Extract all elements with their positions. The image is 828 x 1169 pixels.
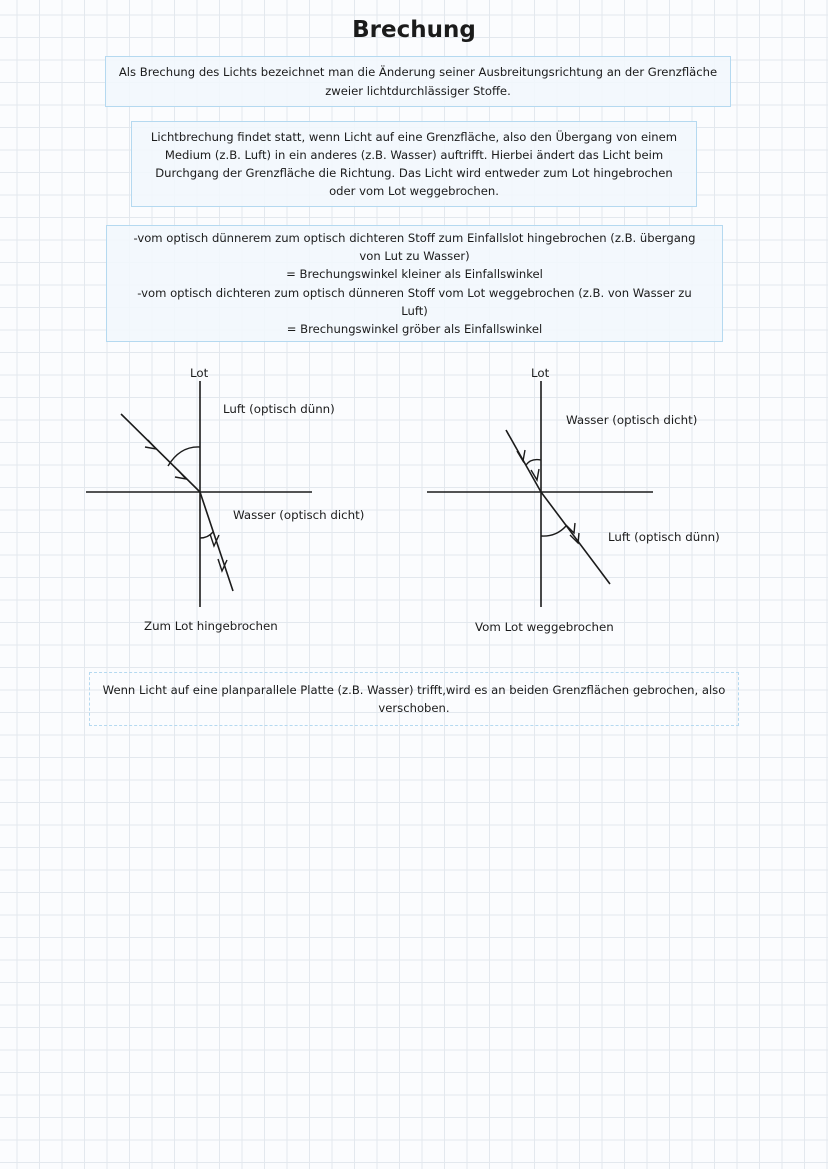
explanation-line-3: Durchgang der Grenzfläche die Richtung. Das Licht wird entweder zum Lot hingebrochen: [155, 166, 673, 180]
explanation-box: [131, 121, 697, 207]
explanation-line-1: Lichtbrechung findet statt, wenn Licht auf eine Grenzfläche, also den Übergang von einem: [150, 129, 678, 144]
caption-left: Zum Lot hingebrochen: [144, 619, 278, 633]
refraction-diagram-away-from-normal: [414, 360, 828, 620]
lot-label-right: Lot: [531, 366, 550, 380]
note-line-1: Wenn Licht auf eine planparallele Platte (z.B. Wasser) trifft,wird es an beiden Grenzflächen gebrochen, also: [102, 682, 726, 697]
lot-label-left: Lot: [190, 366, 209, 380]
arrowhead-icon: [145, 440, 156, 449]
rules-line-6: = Brechungswinkel gröber als Einfallswinkel: [286, 321, 543, 336]
incident-ray: [121, 414, 200, 492]
caption-right: Vom Lot weggebrochen: [475, 620, 614, 634]
lower-medium-label-left: Wasser (optisch dicht): [233, 508, 365, 522]
rules-line-1: -vom optisch dünnerem zum optisch dichteren Stoff zum Einfallslot hingebrochen (z.B. übergang: [133, 230, 696, 245]
refracted-ray: [541, 492, 610, 584]
arrowhead-icon: [175, 470, 186, 479]
refraction-angle-arc: [541, 526, 566, 536]
rules-line-5: Luft): [401, 303, 428, 318]
upper-medium-label-left: Luft (optisch dünn): [223, 402, 335, 416]
refraction-diagram-toward-normal: [0, 360, 414, 620]
note-line-2: verschoben.: [378, 701, 450, 715]
rules-box: [106, 225, 723, 342]
incidence-angle-arc: [526, 460, 541, 465]
page-title: Brechung: [352, 17, 476, 43]
rules-line-2: von Lut zu Wasser): [359, 249, 470, 264]
definition-box: [105, 56, 731, 107]
explanation-line-2: Medium (z.B. Luft) in ein anderes (z.B. Wasser) auftrifft. Hierbei ändert das Licht beim: [164, 147, 664, 162]
rules-line-4: -vom optisch dichteren zum optisch dünneren Stoff vom Lot weggebrochen (z.B. von Wasser zu: [137, 285, 692, 300]
arrowhead-icon: [531, 469, 539, 480]
explanation-line-4: oder vom Lot weggebrochen.: [329, 184, 499, 199]
rules-line-3: = Brechungswinkel kleiner als Einfallswinkel: [286, 267, 543, 282]
definition-line-1: Als Brechung des Lichts bezeichnet man die Änderung seiner Ausbreitungsrichtung an der Grenzfläche: [118, 65, 718, 80]
note-box: [89, 672, 739, 726]
incidence-angle-arc: [168, 447, 200, 466]
definition-line-2: zweier lichtdurchlässiger Stoffe.: [325, 83, 511, 98]
upper-medium-label-right: Wasser (optisch dicht): [566, 413, 698, 427]
lower-medium-label-right: Luft (optisch dünn): [608, 530, 720, 544]
